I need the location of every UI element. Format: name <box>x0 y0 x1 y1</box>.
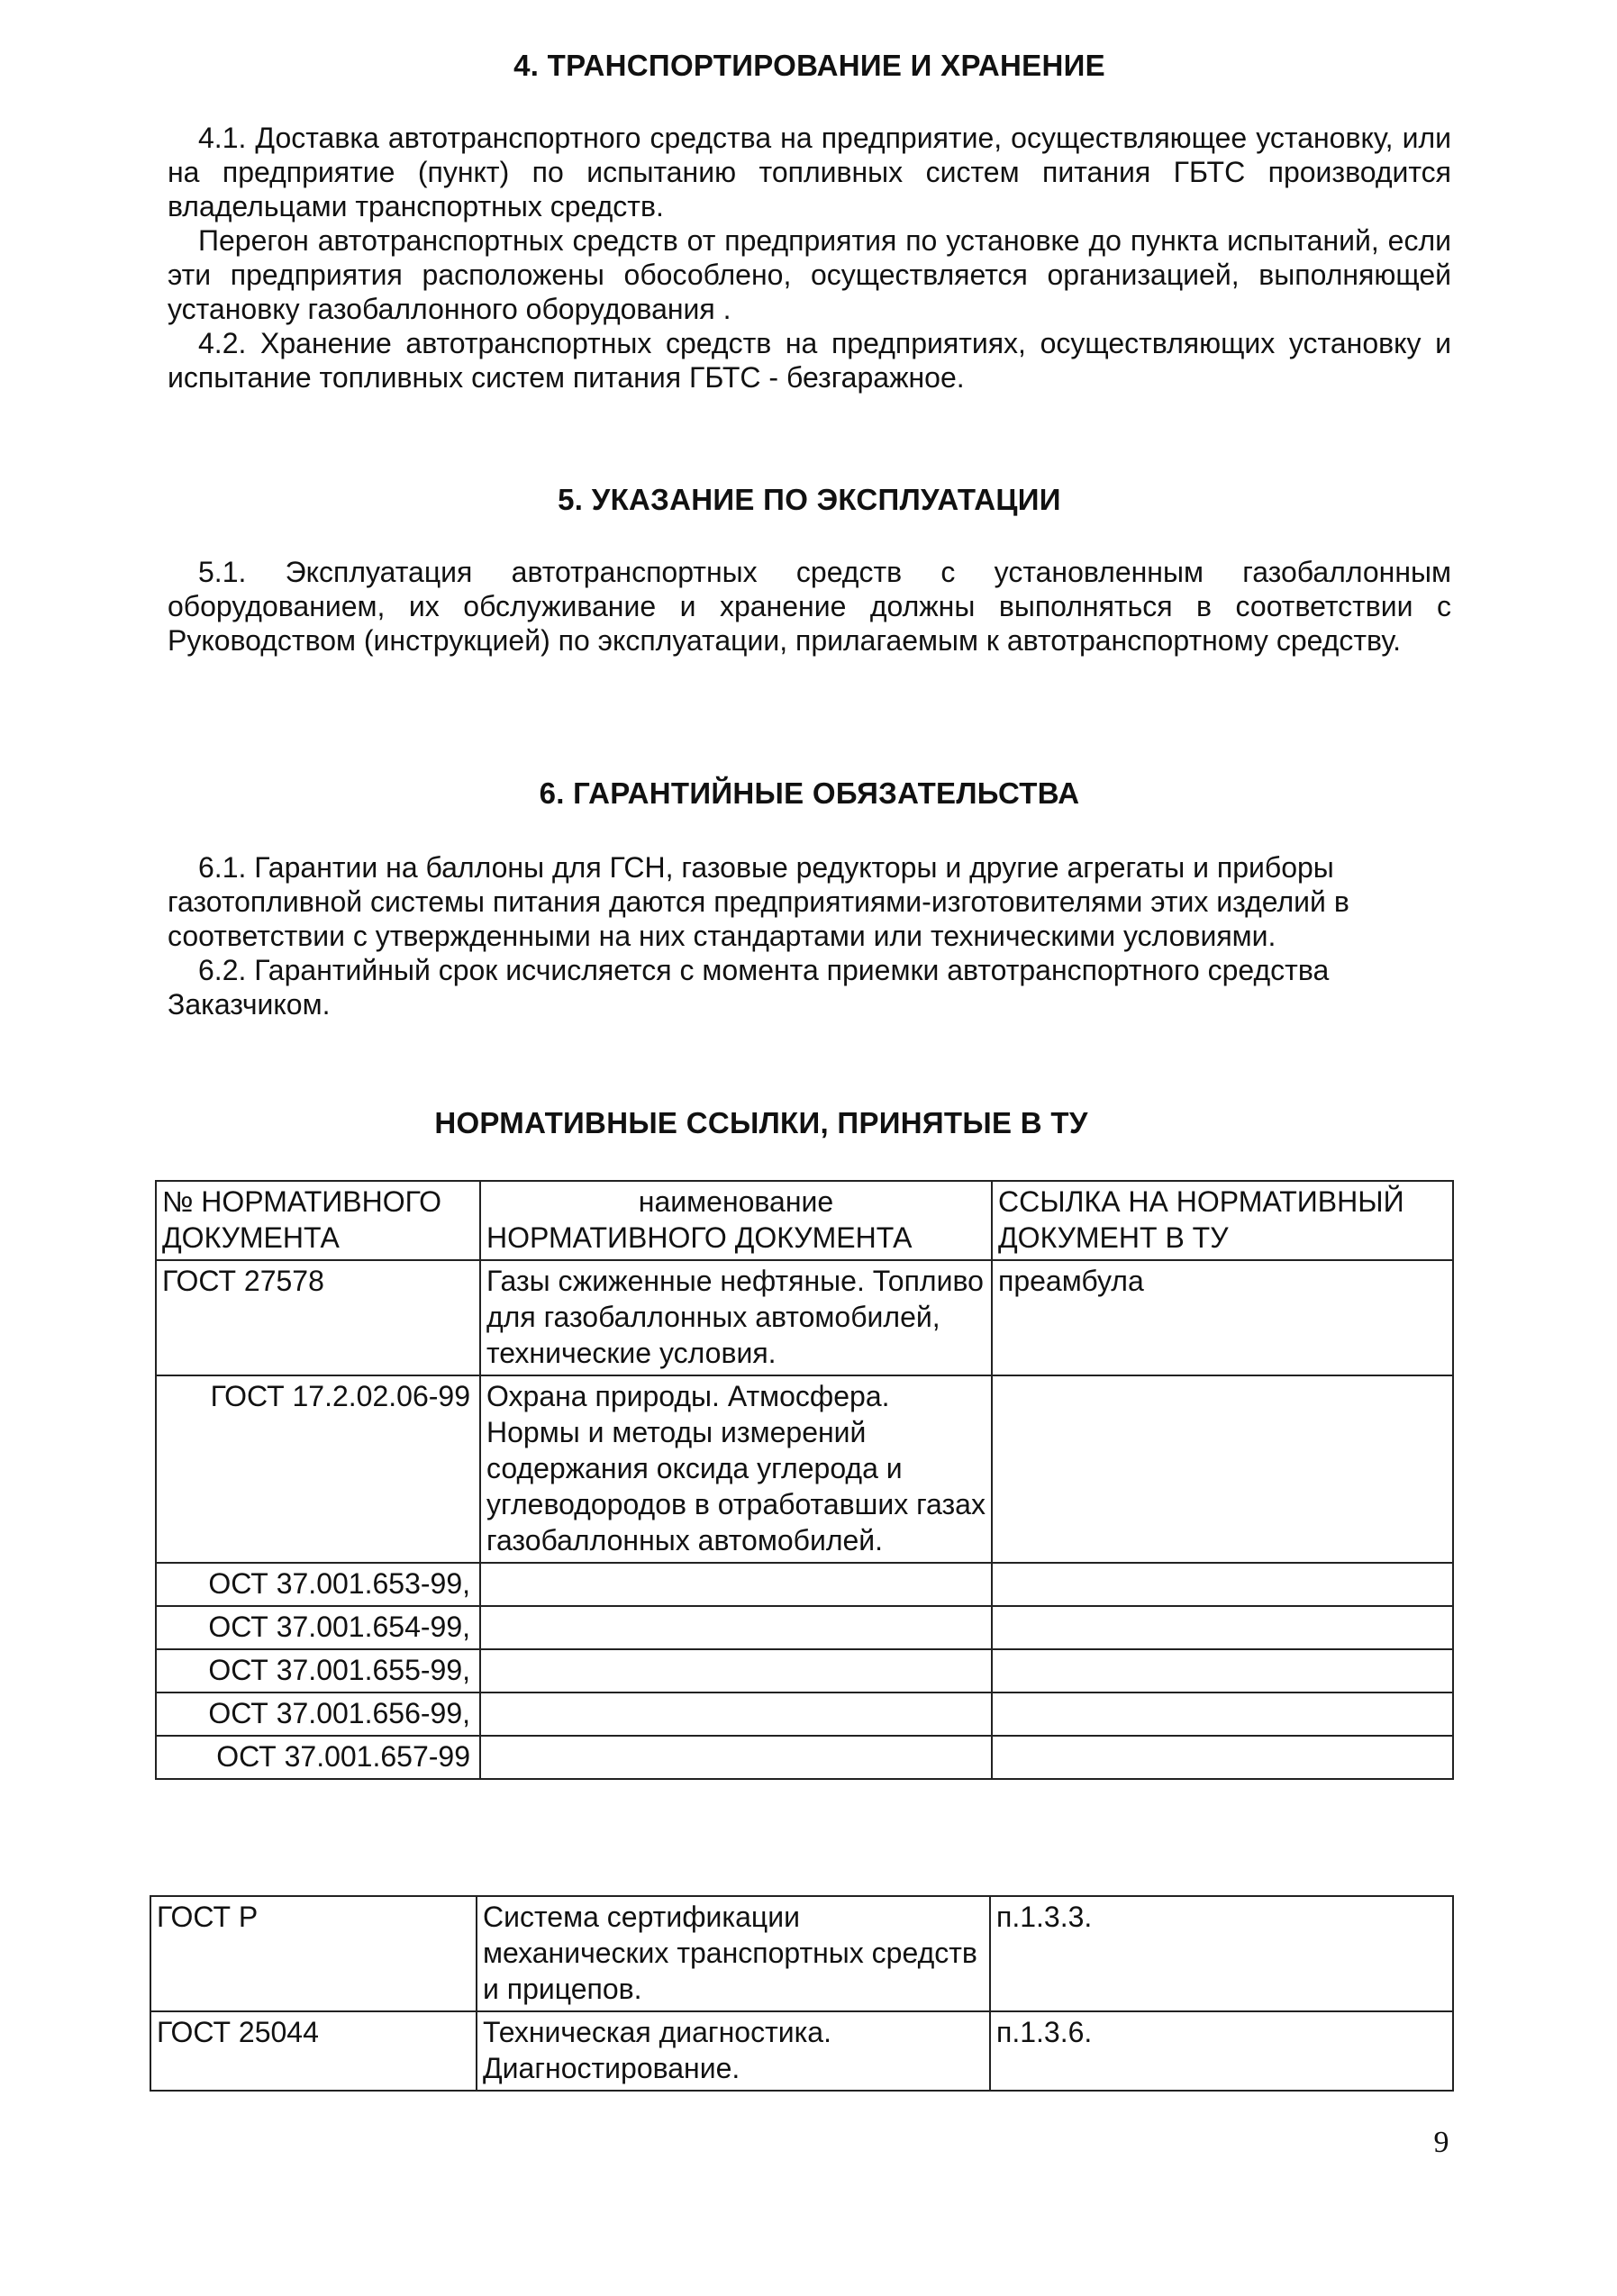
paragraph-6-2: 6.2. Гарантийный срок исчисляется с момента приемки автотранспортного средства Заказчиком. <box>168 954 1330 1021</box>
row-name <box>480 1563 992 1606</box>
row-code: ОСТ 37.001.653-99, <box>156 1563 480 1606</box>
table-row <box>156 1649 1453 1693</box>
section-6-title: 6. ГАРАНТИЙНЫЕ ОБЯЗАТЕЛЬСТВА <box>539 776 1080 810</box>
row-code: ОСТ 37.001.656-99, <box>156 1693 480 1736</box>
table-header-row <box>156 1181 1453 1260</box>
row-code: ГОСТ 25044 <box>150 2011 477 2091</box>
paragraph-4-1-b: Перегон автотранспортных средств от предприятия по установке до пункта испытаний, если эти предприятия расположены обособлено, осуществляется организацией, выполняющей установку газобаллонного оборудования . <box>168 224 1451 325</box>
page-number: 9 <box>1433 2126 1449 2159</box>
references-table-continued <box>150 1895 1454 2092</box>
row-name <box>480 1649 992 1693</box>
row-code: ОСТ 37.001.655-99, <box>156 1649 480 1693</box>
header-doc-name-line1: наименование <box>638 1185 834 1218</box>
row-ref <box>992 1649 1453 1693</box>
paragraph-4-1: 4.1. Доставка автотранспортного средства на предприятие, осуществляющее установку, или на предприятие (пункт) по испытанию топливных систем питания ГБТС производится владельцами транспортных средств. <box>168 122 1451 222</box>
row-name: Техническая диагностика. Диагностирование. <box>477 2011 990 2091</box>
row-name <box>480 1736 992 1779</box>
row-ref <box>992 1736 1453 1779</box>
row-code: ОСТ 37.001.654-99, <box>156 1606 480 1649</box>
section-5-title: 5. УКАЗАНИЕ ПО ЭКСПЛУАТАЦИИ <box>558 483 1061 516</box>
row-ref <box>992 1693 1453 1736</box>
header-doc-number: № НОРМАТИВНОГО ДОКУМЕНТА <box>156 1181 480 1260</box>
header-doc-ref: ССЫЛКА НА НОРМАТИВНЫЙ ДОКУМЕНТ В ТУ <box>992 1181 1453 1260</box>
row-name: Система сертификации механических транспортных средств и прицепов. <box>477 1896 990 2011</box>
paragraph-4-2: 4.2. Хранение автотранспортных средств на предприятиях, осуществляющих установку и испытание топливных систем питания ГБТС - безгаражное. <box>168 327 1451 394</box>
header-doc-name-line2: НОРМАТИВНОГО ДОКУМЕНТА <box>486 1221 913 1254</box>
section-5-body <box>168 555 1451 658</box>
table-row <box>156 1563 1453 1606</box>
row-ref: п.1.3.3. <box>990 1896 1453 2011</box>
table-row <box>156 1736 1453 1779</box>
header-doc-name <box>480 1181 992 1260</box>
section-6-body <box>168 850 1402 1021</box>
section-4-body <box>168 121 1451 395</box>
row-ref: преамбула <box>992 1260 1453 1375</box>
table-row <box>150 2011 1453 2091</box>
table-row <box>156 1606 1453 1649</box>
row-name: Охрана природы. Атмосфера. Нормы и методы измерений содержания оксида углерода и углеводородов в отработавших газах газобаллонных автомобилей. <box>480 1375 992 1563</box>
references-title: НОРМАТИВНЫЕ ССЫЛКИ, ПРИНЯТЫЕ В ТУ <box>434 1106 1088 1139</box>
row-ref <box>992 1375 1453 1563</box>
row-ref <box>992 1606 1453 1649</box>
row-name <box>480 1606 992 1649</box>
row-name: Газы сжиженные нефтяные. Топливо для газобаллонных автомобилей, технические условия. <box>480 1260 992 1375</box>
row-code: ГОСТ Р <box>150 1896 477 2011</box>
row-ref: п.1.3.6. <box>990 2011 1453 2091</box>
table-row <box>150 1896 1453 2011</box>
paragraph-5-1: 5.1. Эксплуатация автотранспортных средств с установленным газобаллонным оборудованием, их обслуживание и хранение должны выполняться в соответствии с Руководством (инструкцией) по эксплуатации, прилагаемым к автотранспортному средству. <box>168 556 1451 657</box>
paragraph-6-1: 6.1. Гарантии на баллоны для ГСН, газовые редукторы и другие агрегаты и приборы газотопливной системы питания даются предприятиями-изготовителями этих изделий в соответствии с утвержденными на них стандартами или техническими условиями. <box>168 851 1349 952</box>
row-code: ГОСТ 27578 <box>156 1260 480 1375</box>
references-table <box>155 1180 1454 1780</box>
section-4-title: 4. ТРАНСПОРТИРОВАНИЕ И ХРАНЕНИЕ <box>513 49 1105 82</box>
table-row <box>156 1693 1453 1736</box>
row-ref <box>992 1563 1453 1606</box>
table-row <box>156 1375 1453 1563</box>
row-code: ОСТ 37.001.657-99 <box>156 1736 480 1779</box>
row-name <box>480 1693 992 1736</box>
table-row <box>156 1260 1453 1375</box>
row-code: ГОСТ 17.2.02.06-99 <box>156 1375 480 1563</box>
